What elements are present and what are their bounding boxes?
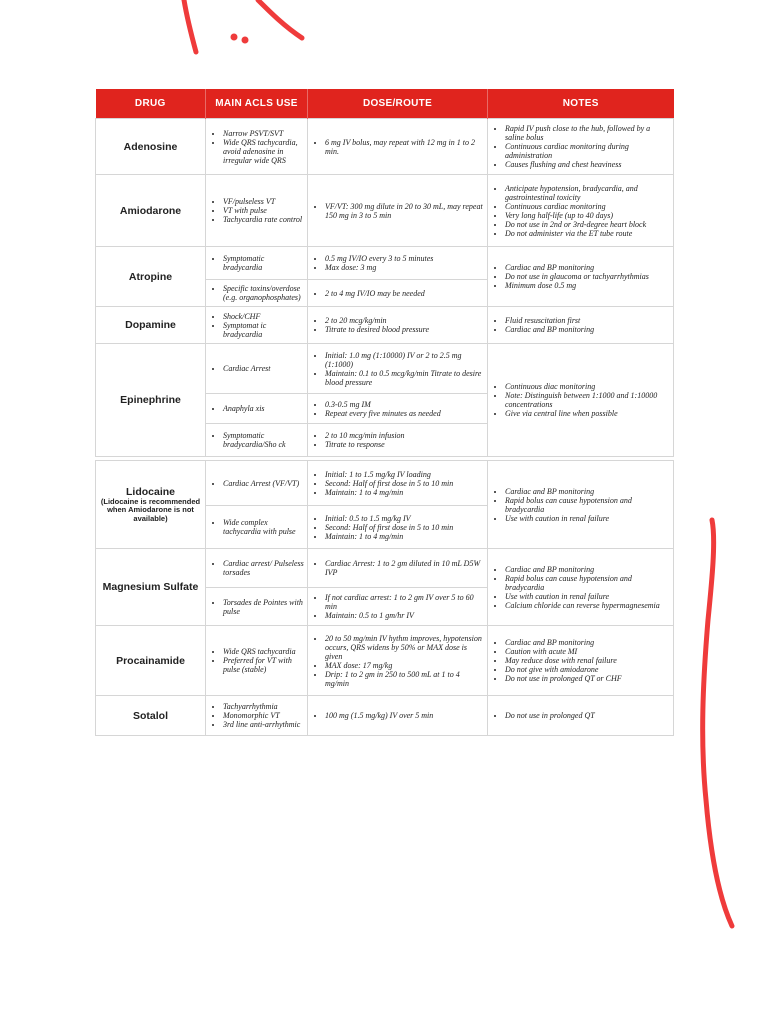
main-use-cell xyxy=(206,175,308,247)
main-use-cell xyxy=(206,280,308,307)
dose-route-cell xyxy=(308,247,488,280)
table-row xyxy=(96,119,674,175)
main-use-list xyxy=(209,312,304,339)
main-use-item: • Cardiac arrest/ Pulseless torsades xyxy=(223,559,304,577)
dose-route-list xyxy=(311,514,484,541)
dose-route-item: • Maintain: 1 to 4 mg/min xyxy=(325,532,484,541)
notes-item: • Very long half-life (up to 40 days) xyxy=(505,211,670,220)
notes-item: • May reduce dose with renal failure xyxy=(505,656,670,665)
notes-item: • Do not use in prolonged QT or CHF xyxy=(505,674,670,683)
dose-route-list xyxy=(311,559,484,577)
notes-item: • Use with caution in renal failure xyxy=(505,592,670,601)
dose-route-list xyxy=(311,351,484,387)
table-row xyxy=(96,626,674,696)
main-use-list xyxy=(209,364,304,373)
notes-list xyxy=(491,184,670,238)
drug-note: (Lidocaine is recommended when Amiodarone is not available) xyxy=(100,496,201,523)
drug-name: Atropine xyxy=(128,270,173,283)
main-use-list xyxy=(209,129,304,165)
dose-route-item: • VF/VT: 300 mg dilute in 20 to 30 mL, may repeat 150 mg in 3 to 5 min xyxy=(325,202,484,220)
dose-route-list xyxy=(311,470,484,497)
dose-route-item: • Cardiac Arrest: 1 to 2 gm diluted in 10 mL D5W IVP xyxy=(325,559,484,577)
main-use-list xyxy=(209,702,304,729)
notes-list xyxy=(491,565,670,610)
drug-cell xyxy=(96,549,206,626)
notes-item: • Continuous cardiac monitoring during administration xyxy=(505,142,670,160)
dose-route-cell xyxy=(308,549,488,588)
dose-route-item: • Maintain: 1 to 4 mg/min xyxy=(325,488,484,497)
notes-item: • Cardiac and BP monitoring xyxy=(505,325,670,334)
dose-route-cell xyxy=(308,626,488,696)
table-header-row xyxy=(96,89,674,119)
dose-route-item: • If not cardiac arrest: 1 to 2 gm IV over 5 to 60 min xyxy=(325,593,484,611)
dose-route-cell xyxy=(308,588,488,626)
main-use-cell xyxy=(206,588,308,626)
notes-item: • Causes flushing and chest heaviness xyxy=(505,160,670,169)
dose-route-item: • Maintain: 0.5 to 1 gm/hr IV xyxy=(325,611,484,620)
dose-route-cell xyxy=(308,696,488,736)
main-use-item: • Shock/CHF xyxy=(223,312,304,321)
main-use-list xyxy=(209,518,304,536)
notes-cell xyxy=(488,247,674,307)
dose-route-item: • 2 to 10 mcg/min infusion xyxy=(325,431,484,440)
notes-item: • Cardiac and BP monitoring xyxy=(505,638,670,647)
main-use-list xyxy=(209,404,304,413)
main-use-cell xyxy=(206,307,308,344)
dose-route-item: • Initial: 1.0 mg (1:10000) IV or 2 to 2.5 mg (1:1000) xyxy=(325,351,484,369)
annotation-dot xyxy=(242,37,249,44)
table-row xyxy=(96,307,674,344)
notes-item: • Cardiac and BP monitoring xyxy=(505,487,670,496)
drug-name: Sotalol xyxy=(132,709,168,722)
notes-item: • Caution with acute MI xyxy=(505,647,670,656)
notes-list xyxy=(491,316,670,334)
main-use-list xyxy=(209,559,304,577)
notes-item: • Do not give with amiodarone xyxy=(505,665,670,674)
notes-list xyxy=(491,638,670,683)
notes-cell xyxy=(488,696,674,736)
main-use-item: • Wide complex tachycardia with pulse xyxy=(223,518,304,536)
main-use-item: • Specific toxins/overdose (e.g. organophosphates) xyxy=(223,284,304,302)
main-use-cell xyxy=(206,549,308,588)
main-use-item: • Cardiac Arrest (VF/VT) xyxy=(223,479,304,488)
main-use-list xyxy=(209,254,304,272)
drug-cell xyxy=(96,344,206,457)
table-row xyxy=(96,175,674,247)
main-use-item: • Anaphyla xis xyxy=(223,404,304,413)
notes-item: • Continuous cardiac monitoring xyxy=(505,202,670,211)
notes-item: • Fluid resuscitation first xyxy=(505,316,670,325)
header-main-acls-use: MAIN ACLS USE xyxy=(206,89,308,119)
dose-route-cell xyxy=(308,424,488,457)
notes-item: • Note: Distinguish between 1:1000 and 1:10000 concentrations xyxy=(505,391,670,409)
main-use-item: • Preferred for VT with pulse (stable) xyxy=(223,656,304,674)
notes-cell xyxy=(488,626,674,696)
dose-route-list xyxy=(311,316,484,334)
notes-item: • Use with caution in renal failure xyxy=(505,514,670,523)
drug-name: Epinephrine xyxy=(120,394,181,406)
drug-cell xyxy=(96,119,206,175)
dose-route-item: • Repeat every five minutes as needed xyxy=(325,409,484,418)
dose-route-item: • Drip: 1 to 2 gm in 250 to 500 mL at 1 to 4 mg/min xyxy=(325,670,484,688)
drug-name: Magnesium Sulfate xyxy=(102,581,199,593)
table-row xyxy=(96,344,674,394)
notes-item: • Do not administer via the ET tube route xyxy=(505,229,670,238)
notes-item: • Rapid bolus can cause hypotension and bradycardia xyxy=(505,496,670,514)
dose-route-item: • 0.5 mg IV/IO every 3 to 5 minutes xyxy=(325,254,484,263)
dose-route-list xyxy=(311,289,484,298)
notes-item: • Anticipate hypotension, bradycardia, and gastrointestinal toxicity xyxy=(505,184,670,202)
drug-name: Adenosine xyxy=(123,140,178,153)
dose-route-cell xyxy=(308,307,488,344)
main-use-list xyxy=(209,197,304,224)
notes-list xyxy=(491,487,670,523)
main-use-cell xyxy=(206,626,308,696)
main-use-list xyxy=(209,431,304,449)
dose-route-item: • Initial: 0.5 to 1.5 mg/kg IV xyxy=(325,514,484,523)
dose-route-item: • 2 to 4 mg IV/IO may be needed xyxy=(325,289,484,298)
dose-route-list xyxy=(311,202,484,220)
main-use-cell xyxy=(206,506,308,549)
notes-cell xyxy=(488,119,674,175)
header-notes: NOTES xyxy=(488,89,674,119)
main-use-list xyxy=(209,647,304,674)
notes-cell xyxy=(488,344,674,457)
main-use-cell xyxy=(206,394,308,424)
dose-route-item: • Second: Half of first dose in 5 to 10 min xyxy=(325,479,484,488)
main-use-item: • Symptomatic bradycardia xyxy=(223,254,304,272)
drug-cell xyxy=(96,175,206,247)
main-use-item: • 3rd line anti-arrhythmic xyxy=(223,720,304,729)
main-use-item: • Monomorphic VT xyxy=(223,711,304,720)
notes-item: • Do not use in prolonged QT xyxy=(505,711,670,720)
main-use-list xyxy=(209,479,304,488)
notes-cell xyxy=(488,175,674,247)
notes-item: • Give via central line when possible xyxy=(505,409,670,418)
drug-cell xyxy=(96,461,206,549)
dose-route-item: • Titrate to desired blood pressure xyxy=(325,325,484,334)
table-body xyxy=(96,119,674,736)
notes-item: • Rapid bolus can cause hypotension and bradycardia xyxy=(505,574,670,592)
main-use-list xyxy=(209,284,304,302)
header-dose-route: DOSE/ROUTE xyxy=(308,89,488,119)
main-use-cell xyxy=(206,461,308,506)
notes-item: • Do not use in glaucoma or tachyarrhythmias xyxy=(505,272,670,281)
notes-cell xyxy=(488,307,674,344)
dose-route-list xyxy=(311,138,484,156)
main-use-item: • Wide QRS tachycardia xyxy=(223,647,304,656)
annotation-stroke-left xyxy=(184,0,196,52)
drug-cell xyxy=(96,247,206,307)
drug-name: Dopamine xyxy=(125,319,176,331)
dose-route-list xyxy=(311,711,484,720)
dose-route-cell xyxy=(308,119,488,175)
notes-item: • Rapid IV push close to the hub, followed by a saline bolus xyxy=(505,124,670,142)
dose-route-cell xyxy=(308,506,488,549)
main-use-item: • Tachycardia rate control xyxy=(223,215,304,224)
notes-item: • Calcium chloride can reverse hypermagnesemia xyxy=(505,601,670,610)
dose-route-item: • Max dose: 3 mg xyxy=(325,263,484,272)
annotation-curve xyxy=(703,520,732,926)
main-use-item: • Tachyarrhythmia xyxy=(223,702,304,711)
dose-route-item: • 6 mg IV bolus, may repeat with 12 mg in 1 to 2 min. xyxy=(325,138,484,156)
main-use-item: • Narrow PSVT/SVT xyxy=(223,129,304,138)
main-use-cell xyxy=(206,247,308,280)
main-use-item: • Wide QRS tachycardia, avoid adenosine in irregular wide QRS xyxy=(223,138,304,165)
dose-route-list xyxy=(311,634,484,688)
dose-route-cell xyxy=(308,394,488,424)
dose-route-item: • Initial: 1 to 1.5 mg/kg IV loading xyxy=(325,470,484,479)
main-use-cell xyxy=(206,696,308,736)
main-use-item: • Torsades de Pointes with pulse xyxy=(223,598,304,616)
drug-cell xyxy=(96,307,206,344)
dose-route-item: • MAX dose: 17 mg/kg xyxy=(325,661,484,670)
table-row xyxy=(96,247,674,280)
main-use-cell xyxy=(206,119,308,175)
drug-name: Amiodarone xyxy=(119,204,182,217)
table-row xyxy=(96,549,674,588)
acls-drug-table xyxy=(95,89,674,736)
dose-route-list xyxy=(311,254,484,272)
dose-route-item: • 20 to 50 mg/min IV hythm improves, hypotension occurs, QRS widens by 50% or MAX dose is given xyxy=(325,634,484,661)
main-use-list xyxy=(209,598,304,616)
notes-item: • Cardiac and BP monitoring xyxy=(505,263,670,272)
main-use-item: • Cardiac Arrest xyxy=(223,364,304,373)
dose-route-item: • 100 mg (1.5 mg/kg) IV over 5 min xyxy=(325,711,484,720)
dose-route-cell xyxy=(308,344,488,394)
drug-name: Lidocaine xyxy=(125,485,175,498)
drug-name: Procainamide xyxy=(116,654,185,667)
notes-list xyxy=(491,711,670,720)
dose-route-item: • Titrate to response xyxy=(325,440,484,449)
dose-route-list xyxy=(311,593,484,620)
main-use-cell xyxy=(206,344,308,394)
dose-route-item: • Second: Half of first dose in 5 to 10 min xyxy=(325,523,484,532)
dose-route-item: • 2 to 20 mcg/kg/min xyxy=(325,316,484,325)
notes-cell xyxy=(488,549,674,626)
main-use-item: • VT with pulse xyxy=(223,206,304,215)
dose-route-cell xyxy=(308,175,488,247)
notes-cell xyxy=(488,461,674,549)
notes-list xyxy=(491,124,670,169)
annotation-dot xyxy=(231,34,238,41)
notes-item: • Do not use in 2nd or 3rd-degree heart block xyxy=(505,220,670,229)
notes-item: • Continuous diac monitoring xyxy=(505,382,670,391)
main-use-item: • Symptomat ic bradycardia xyxy=(223,321,304,339)
dose-route-cell xyxy=(308,461,488,506)
drug-cell xyxy=(96,626,206,696)
main-use-cell xyxy=(206,424,308,457)
notes-item: • Cardiac and BP monitoring xyxy=(505,565,670,574)
main-use-item: • Symptomatic bradycardia/Sho ck xyxy=(223,431,304,449)
notes-list xyxy=(491,382,670,418)
annotation-stroke-right xyxy=(258,0,302,38)
dose-route-item: • 0.3-0.5 mg IM xyxy=(325,400,484,409)
dose-route-cell xyxy=(308,280,488,307)
dose-route-list xyxy=(311,431,484,449)
dose-route-list xyxy=(311,400,484,418)
header-drug: DRUG xyxy=(96,89,206,119)
notes-item: • Minimum dose 0.5 mg xyxy=(505,281,670,290)
table-row xyxy=(96,696,674,736)
main-use-item: • VF/pulseless VT xyxy=(223,197,304,206)
drug-cell xyxy=(96,696,206,736)
table-row xyxy=(96,461,674,506)
notes-list xyxy=(491,263,670,290)
dose-route-item: • Maintain: 0.1 to 0.5 mcg/kg/min Titrate to desire blood pressure xyxy=(325,369,484,387)
